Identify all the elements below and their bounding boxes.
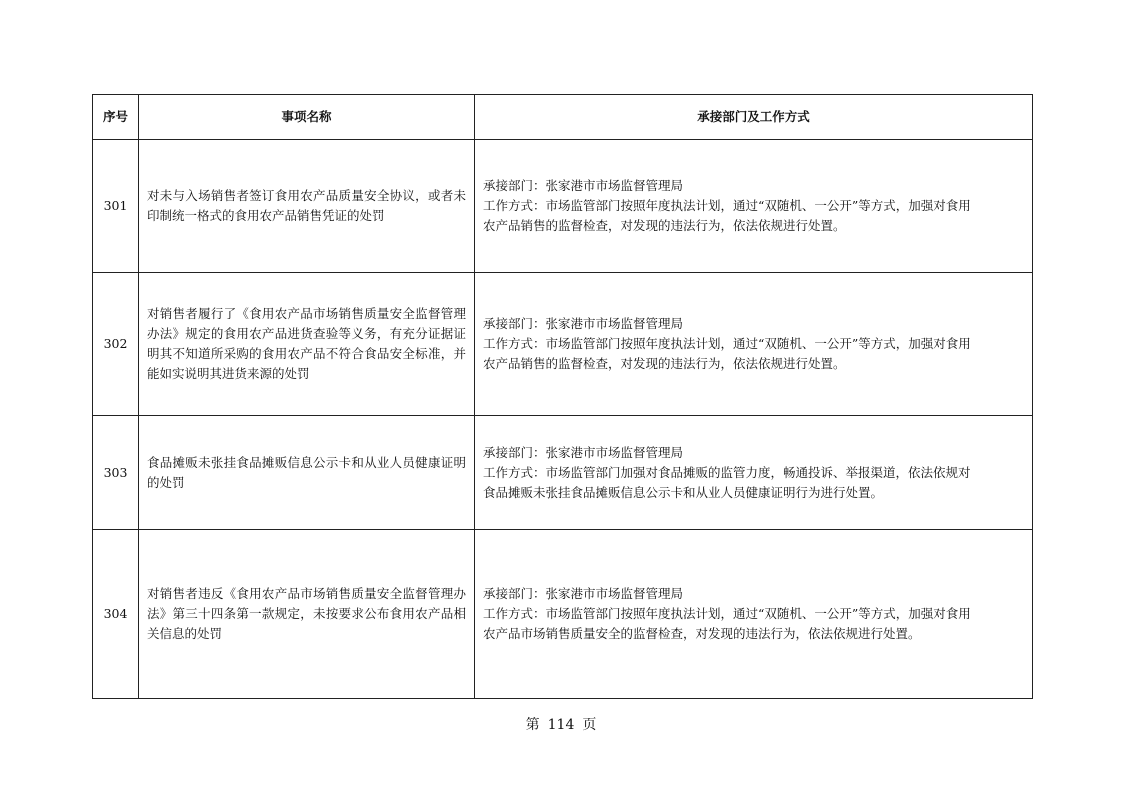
method-line: 工作方式：市场监管部门按照年度执法计划，通过“双随机、一公开”等方式，加强对食用 <box>483 336 971 351</box>
matters-table <box>92 94 1033 699</box>
row-matter-name: 对销售者违反《食用农产品市场销售质量安全监督管理办法》第三十四条第一款规定，未按要求公布食用农产品相关信息的处罚 <box>139 530 475 699</box>
method-line: 工作方式：市场监管部门按照年度执法计划，通过“双随机、一公开”等方式，加强对食用 <box>483 198 971 213</box>
row-matter-name: 食品摊贩未张挂食品摊贩信息公示卡和从业人员健康证明的处罚 <box>139 416 475 530</box>
header-matter-name: 事项名称 <box>139 95 475 140</box>
row-department-method <box>475 140 1033 273</box>
department-line: 承接部门：张家港市市场监督管理局 <box>483 178 684 193</box>
method-line: 工作方式：市场监管部门按照年度执法计划，通过“双随机、一公开”等方式，加强对食用 <box>483 606 971 621</box>
header-serial-number: 序号 <box>93 95 139 140</box>
department-line: 承接部门：张家港市市场监督管理局 <box>483 586 684 601</box>
header-department-method: 承接部门及工作方式 <box>475 95 1033 140</box>
table-row <box>93 273 1033 416</box>
row-department-method <box>475 416 1033 530</box>
row-serial-number: 301 <box>93 140 139 273</box>
method-line: 农产品销售的监督检查，对发现的违法行为，依法依规进行处置。 <box>483 218 846 233</box>
method-line: 农产品市场销售质量安全的监督检查，对发现的违法行为，依法依规进行处置。 <box>483 626 921 641</box>
row-department-method <box>475 530 1033 699</box>
row-matter-name: 对未与入场销售者签订食用农产品质量安全协议，或者未印制统一格式的食用农产品销售凭证的处罚 <box>139 140 475 273</box>
row-department-method <box>475 273 1033 416</box>
table-row <box>93 140 1033 273</box>
method-line: 农产品销售的监督检查，对发现的违法行为，依法依规进行处置。 <box>483 356 846 371</box>
table-row <box>93 416 1033 530</box>
department-line: 承接部门：张家港市市场监督管理局 <box>483 316 684 331</box>
row-serial-number: 304 <box>93 530 139 699</box>
page-number: 114 <box>547 717 575 733</box>
table-row <box>93 530 1033 699</box>
department-line: 承接部门：张家港市市场监督管理局 <box>483 444 684 460</box>
row-serial-number: 303 <box>93 416 139 530</box>
row-serial-number: 302 <box>93 273 139 416</box>
page-footer <box>0 714 1122 734</box>
method-line: 食品摊贩未张挂食品摊贩信息公示卡和从业人员健康证明行为进行处置。 <box>483 484 884 500</box>
page-number-suffix: 页 <box>582 717 597 733</box>
table-header-row <box>93 95 1033 140</box>
page-number-prefix: 第 <box>525 717 540 733</box>
method-line: 工作方式：市场监管部门加强对食品摊贩的监管力度，畅通投诉、举报渠道，依法依规对 <box>483 464 971 480</box>
row-matter-name: 对销售者履行了《食用农产品市场销售质量安全监督管理办法》规定的食用农产品进货查验等义务，有充分证据证明其不知道所采购的食用农产品不符合食品安全标准，并能如实说明其进货来源的处罚 <box>139 273 475 416</box>
